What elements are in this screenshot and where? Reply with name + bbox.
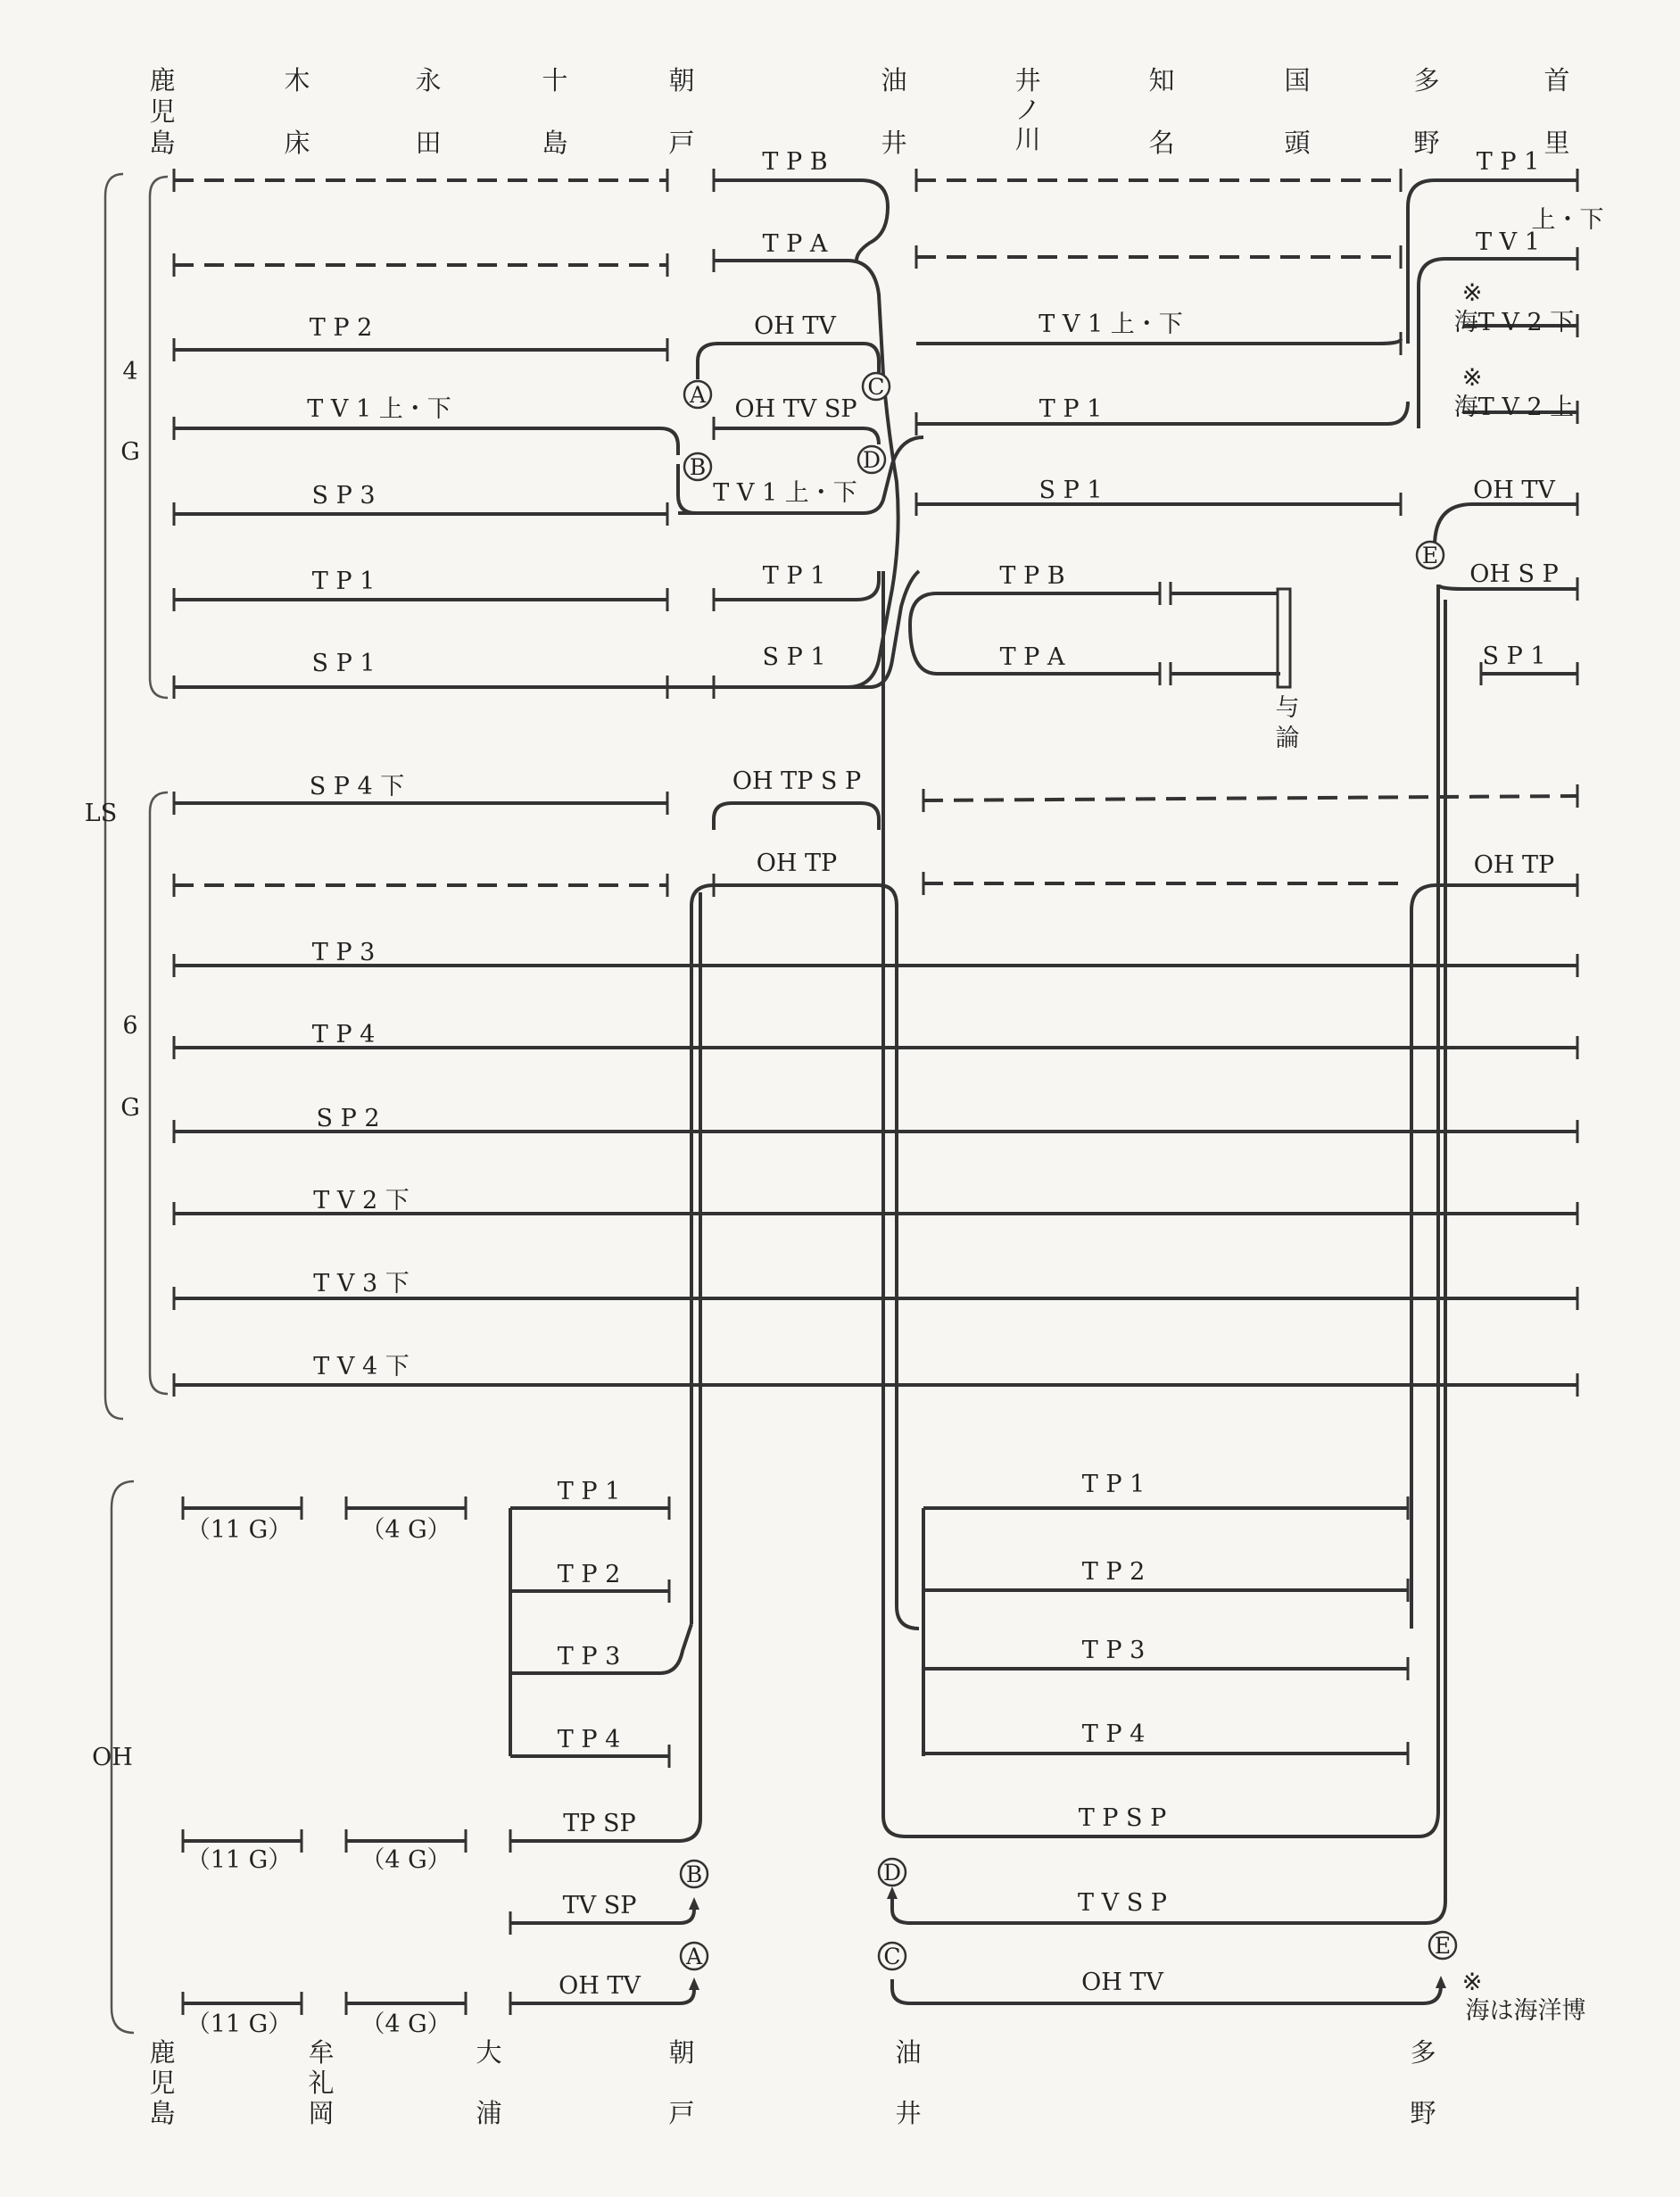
svg-text:（11 G）: （11 G） xyxy=(186,2010,293,2038)
svg-text:牟: 牟 xyxy=(308,2037,335,2068)
svg-text:鹿: 鹿 xyxy=(149,65,176,95)
svg-text:OH TV SP: OH TV SP xyxy=(734,395,857,423)
svg-text:T P S P: T P S P xyxy=(1078,1804,1167,1832)
svg-text:E: E xyxy=(1421,543,1439,568)
station-asado-bottom xyxy=(668,2037,694,2128)
svg-text:油: 油 xyxy=(881,65,907,95)
svg-text:T P 1: T P 1 xyxy=(1039,395,1103,423)
svg-text:知: 知 xyxy=(1148,65,1175,95)
svg-text:T P 1: T P 1 xyxy=(557,1478,621,1505)
svg-text:T P B: T P B xyxy=(762,148,828,176)
svg-text:鹿: 鹿 xyxy=(149,2037,176,2068)
group-label-6: 6 xyxy=(122,1012,138,1040)
svg-text:海T V 2 上: 海T V 2 上 xyxy=(1453,394,1575,421)
svg-text:T V 1 上・下: T V 1 上・下 xyxy=(1039,311,1183,338)
svg-text:S P 4 下: S P 4 下 xyxy=(309,773,405,800)
svg-text:十: 十 xyxy=(542,65,568,95)
station-kagoshima-top xyxy=(149,65,175,158)
svg-text:多: 多 xyxy=(1413,65,1440,95)
svg-text:頭: 頭 xyxy=(1284,128,1311,158)
svg-text:浦: 浦 xyxy=(476,2098,502,2128)
svg-text:E: E xyxy=(1434,1933,1452,1959)
svg-text:戸: 戸 xyxy=(668,2098,695,2128)
svg-text:島: 島 xyxy=(149,2098,176,2128)
svg-text:（4 G）: （4 G） xyxy=(360,1516,451,1544)
svg-text:OH TP S P: OH TP S P xyxy=(732,767,862,795)
svg-text:里: 里 xyxy=(1543,128,1570,158)
svg-text:大: 大 xyxy=(476,2037,502,2068)
svg-text:T V S P: T V S P xyxy=(1078,1889,1167,1917)
station-nagata-top xyxy=(415,65,441,158)
svg-text:（4 G）: （4 G） xyxy=(360,2010,451,2038)
route-ohtpsp-mid xyxy=(714,803,879,830)
svg-text:OH TV: OH TV xyxy=(1081,1969,1163,1996)
svg-text:B: B xyxy=(689,454,707,480)
svg-text:戸: 戸 xyxy=(668,128,695,158)
svg-text:T P 3: T P 3 xyxy=(557,1643,621,1671)
svg-text:海T V 2 下: 海T V 2 下 xyxy=(1453,309,1575,336)
svg-text:S P 2: S P 2 xyxy=(316,1105,380,1132)
group-label-4: 4 xyxy=(122,358,138,386)
svg-text:S P 1: S P 1 xyxy=(311,650,376,677)
group-label-oh: OH xyxy=(92,1744,133,1771)
route-ohtv-mid xyxy=(698,344,879,379)
section-4g-lines xyxy=(174,169,1577,699)
group-braces xyxy=(85,174,168,2033)
svg-text:T P 3: T P 3 xyxy=(1081,1637,1146,1664)
svg-text:OH TV: OH TV xyxy=(754,312,836,340)
svg-text:D: D xyxy=(882,1860,902,1886)
svg-text:岡: 岡 xyxy=(308,2098,335,2128)
svg-text:T V 2 下: T V 2 下 xyxy=(313,1187,410,1215)
svg-text:国: 国 xyxy=(1284,65,1311,95)
station-kinoko-top xyxy=(284,65,310,158)
station-yui-bottom xyxy=(895,2037,921,2128)
station-toshima-top xyxy=(542,65,567,158)
svg-text:D: D xyxy=(862,447,881,473)
svg-text:多: 多 xyxy=(1410,2037,1436,2068)
g6-brace xyxy=(150,792,168,1394)
route-oh-ohtv-east xyxy=(892,1979,1441,2003)
ls-outer-brace xyxy=(105,174,123,1419)
route-tp1-east xyxy=(916,402,1408,424)
svg-text:OH TV: OH TV xyxy=(559,1972,641,2000)
route-ohtv-shuri xyxy=(1435,504,1577,546)
svg-text:S P 3: S P 3 xyxy=(311,482,376,510)
svg-text:首: 首 xyxy=(1543,65,1570,95)
junction-markers xyxy=(681,373,1456,1969)
route-oh-tpsp-west xyxy=(510,892,700,1841)
svg-text:OH TV: OH TV xyxy=(1473,477,1555,504)
group-label-4g: G xyxy=(120,438,140,466)
svg-text:B: B xyxy=(685,1861,703,1887)
svg-text:OH TP: OH TP xyxy=(1473,851,1555,879)
svg-text:野: 野 xyxy=(1410,2098,1436,2128)
svg-text:T P 1: T P 1 xyxy=(311,568,376,595)
station-tano-top xyxy=(1413,65,1439,158)
svg-text:（11 G）: （11 G） xyxy=(186,1846,293,1874)
svg-text:名: 名 xyxy=(1148,128,1175,158)
svg-text:T V 4 下: T V 4 下 xyxy=(313,1353,410,1380)
station-china-top xyxy=(1148,65,1174,158)
station-oura-bottom xyxy=(476,2037,501,2128)
svg-text:野: 野 xyxy=(1413,128,1440,158)
svg-text:T V 3 下: T V 3 下 xyxy=(313,1270,410,1297)
station-asado-top xyxy=(668,65,694,158)
svg-text:朝: 朝 xyxy=(668,65,695,95)
route-tv1-west xyxy=(174,428,678,455)
route-tpb-east xyxy=(910,593,1160,625)
svg-text:島: 島 xyxy=(149,128,176,158)
svg-text:T P B: T P B xyxy=(999,562,1065,590)
svg-text:T P 3: T P 3 xyxy=(311,939,376,966)
svg-text:児: 児 xyxy=(149,96,176,127)
route-ohtvsp-mid xyxy=(714,428,879,444)
svg-text:井: 井 xyxy=(1014,65,1041,95)
svg-text:上・下: 上・下 xyxy=(1531,206,1604,234)
svg-text:木: 木 xyxy=(284,65,310,95)
route-oh-tpsp-east xyxy=(883,571,1438,1836)
station-shuri-top xyxy=(1543,65,1569,158)
svg-text:朝: 朝 xyxy=(668,2037,695,2068)
station-header-top xyxy=(149,65,1569,158)
svg-text:（11 G）: （11 G） xyxy=(186,1516,293,1544)
svg-text:※: ※ xyxy=(1461,364,1483,392)
svg-text:S P 1: S P 1 xyxy=(1039,477,1103,504)
station-tano-bottom xyxy=(1410,2037,1436,2128)
svg-text:T P A: T P A xyxy=(999,643,1065,671)
station-kagoshima-bottom xyxy=(149,2037,175,2128)
svg-text:T P 1: T P 1 xyxy=(1081,1471,1146,1498)
svg-text:田: 田 xyxy=(415,128,442,158)
footnote: 海は海洋博 xyxy=(1465,1997,1586,2025)
svg-text:TP SP: TP SP xyxy=(563,1810,636,1837)
svg-text:S P 1: S P 1 xyxy=(762,643,826,671)
g4-brace xyxy=(150,177,168,698)
station-yui-top xyxy=(881,65,906,158)
svg-text:OH TP: OH TP xyxy=(756,850,838,877)
svg-text:井: 井 xyxy=(895,2098,922,2128)
svg-text:礼: 礼 xyxy=(308,2068,335,2098)
svg-text:T P A: T P A xyxy=(762,230,828,258)
dashed-link xyxy=(923,796,1577,800)
svg-text:T V 1 上・下: T V 1 上・下 xyxy=(713,479,857,507)
svg-text:T V 1 上・下: T V 1 上・下 xyxy=(307,395,451,423)
svg-text:※: ※ xyxy=(1461,1969,1483,1996)
station-footer-bottom xyxy=(149,2037,1436,2128)
svg-text:T P 2: T P 2 xyxy=(557,1561,621,1588)
svg-text:島: 島 xyxy=(542,128,568,158)
svg-text:与: 与 xyxy=(1275,694,1300,722)
svg-text:T V 1: T V 1 xyxy=(1476,228,1540,256)
svg-text:T P 4: T P 4 xyxy=(311,1021,376,1049)
station-mureoka-bottom xyxy=(308,2037,334,2128)
svg-text:※: ※ xyxy=(1461,279,1483,307)
svg-text:論: 論 xyxy=(1275,725,1300,752)
svg-text:川: 川 xyxy=(1014,124,1041,154)
svg-text:油: 油 xyxy=(895,2037,922,2068)
route-tv1-east xyxy=(916,339,1401,344)
svg-text:S P 1: S P 1 xyxy=(1482,643,1546,670)
svg-text:A: A xyxy=(685,1944,703,1969)
svg-text:ノ: ノ xyxy=(1014,95,1041,125)
station-inokawa-top xyxy=(1014,65,1040,154)
svg-text:井: 井 xyxy=(881,128,907,158)
svg-text:T P 4: T P 4 xyxy=(1081,1720,1146,1748)
svg-text:児: 児 xyxy=(149,2068,176,2098)
svg-text:C: C xyxy=(883,1944,901,1969)
station-kunigami-top xyxy=(1284,65,1311,158)
svg-text:T P 2: T P 2 xyxy=(309,314,373,342)
svg-text:（4 G）: （4 G） xyxy=(360,1846,451,1874)
svg-text:C: C xyxy=(867,374,885,400)
svg-text:床: 床 xyxy=(284,128,310,158)
svg-text:A: A xyxy=(689,382,707,408)
svg-text:OH S P: OH S P xyxy=(1469,560,1559,588)
svg-text:T P 4: T P 4 xyxy=(557,1726,621,1753)
svg-text:TV SP: TV SP xyxy=(562,1892,637,1919)
svg-text:T P 1: T P 1 xyxy=(1476,148,1540,176)
group-label-6g: G xyxy=(120,1094,140,1122)
svg-text:T P 1: T P 1 xyxy=(762,562,826,590)
group-label-ls: LS xyxy=(84,800,118,827)
svg-text:T P 2: T P 2 xyxy=(1081,1558,1146,1586)
route-ohtp-shuri xyxy=(1411,885,1577,1629)
svg-text:永: 永 xyxy=(415,65,442,95)
